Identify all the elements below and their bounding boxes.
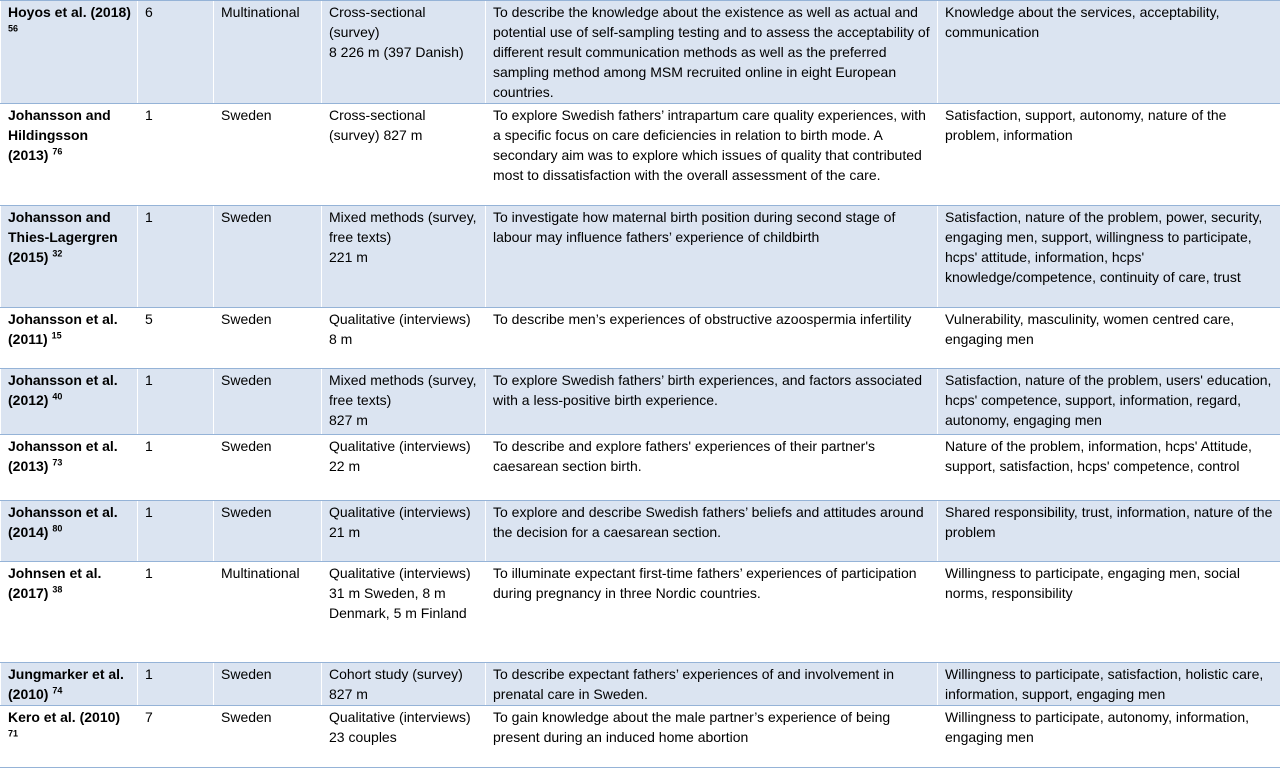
table-row bbox=[1, 435, 1280, 501]
country-cell: Sweden bbox=[214, 308, 322, 369]
aim-cell: To describe expectant fathers’ experiences of and involvement in prenatal care in Sweden. bbox=[486, 663, 938, 706]
aim-cell: To explore Swedish fathers’ intrapartum care quality experiences, with a specific focus on care deficiencies in relation to birth mode. A secondary aim was to explore which issues of quality that contributed most to dissatisfaction with the overall assessment of the care. bbox=[486, 104, 938, 206]
country-cell: Sweden bbox=[214, 501, 322, 562]
themes-cell: Satisfaction, nature of the problem, users' education, hcps' competence, support, information, regard, autonomy, engaging men bbox=[938, 369, 1280, 435]
reference-number: 73 bbox=[52, 457, 62, 467]
author-cell: Johnsen et al. (2017) $^{38}$ bbox=[1, 562, 138, 663]
table-row bbox=[1, 308, 1280, 369]
score-cell: 1 bbox=[138, 369, 214, 435]
country-cell: Sweden bbox=[214, 104, 322, 206]
aim-cell: To describe the knowledge about the existence as well as actual and potential use of self-sampling testing and to assess the acceptability of different result communication methods as well as the preferred sampling method among MSM recruited online in eight European countries. bbox=[486, 1, 938, 104]
table-row bbox=[1, 369, 1280, 435]
author-cell: Johansson and Hildingsson (2013) $^{76}$ bbox=[1, 104, 138, 206]
themes-cell: Vulnerability, masculinity, women centred care, engaging men bbox=[938, 308, 1280, 369]
score-cell: 1 bbox=[138, 206, 214, 308]
table-row bbox=[1, 501, 1280, 562]
themes-cell: Willingness to participate, engaging men, social norms, responsibility bbox=[938, 562, 1280, 663]
country-cell: Sweden bbox=[214, 706, 322, 768]
reference-number: 15 bbox=[52, 330, 62, 340]
country-cell: Sweden bbox=[214, 435, 322, 501]
score-cell: 1 bbox=[138, 501, 214, 562]
score-cell: 1 bbox=[138, 562, 214, 663]
table-row bbox=[1, 562, 1280, 663]
author-cell: Kero et al. (2010) $^{71}$ bbox=[1, 706, 138, 768]
design-cell: Qualitative (interviews) 21 m bbox=[322, 501, 486, 562]
design-cell: Cross-sectional (survey) 8 226 m (397 Danish) bbox=[322, 1, 486, 104]
country-cell: Sweden bbox=[214, 663, 322, 706]
design-cell: Qualitative (interviews) 23 couples bbox=[322, 706, 486, 768]
author-cell: Jungmarker et al. (2010) $^{74}$ bbox=[1, 663, 138, 706]
aim-cell: To describe men’s experiences of obstructive azoospermia infertility bbox=[486, 308, 938, 369]
table-row bbox=[1, 206, 1280, 308]
country-cell: Sweden bbox=[214, 369, 322, 435]
aim-cell: To investigate how maternal birth position during second stage of labour may influence fathers’ experience of childbirth bbox=[486, 206, 938, 308]
themes-cell: Knowledge about the services, acceptability, communication bbox=[938, 1, 1280, 104]
author-cell: Johansson and Thies-Lagergren (2015) $^{32}$ bbox=[1, 206, 138, 308]
table-row bbox=[1, 663, 1280, 706]
score-cell: 1 bbox=[138, 435, 214, 501]
reference-number: 76 bbox=[52, 146, 62, 156]
reference-number: 56 bbox=[8, 23, 18, 33]
country-cell: Multinational bbox=[214, 562, 322, 663]
design-cell: Qualitative (interviews) 22 m bbox=[322, 435, 486, 501]
score-cell: 1 bbox=[138, 663, 214, 706]
score-cell: 7 bbox=[138, 706, 214, 768]
aim-cell: To explore Swedish fathers’ birth experiences, and factors associated with a less-positive birth experience. bbox=[486, 369, 938, 435]
design-cell: Cross-sectional (survey) 827 m bbox=[322, 104, 486, 206]
table-row bbox=[1, 104, 1280, 206]
reference-number: 38 bbox=[52, 584, 62, 594]
author-cell: Hoyos et al. (2018) $^{56}$ bbox=[1, 1, 138, 104]
design-cell: Mixed methods (survey, free texts) 827 m bbox=[322, 369, 486, 435]
design-cell: Qualitative (interviews) 31 m Sweden, 8 m Denmark, 5 m Finland bbox=[322, 562, 486, 663]
author-cell: Johansson et al. (2011) $^{15}$ bbox=[1, 308, 138, 369]
themes-cell: Shared responsibility, trust, information, nature of the problem bbox=[938, 501, 1280, 562]
score-cell: 6 bbox=[138, 1, 214, 104]
country-cell: Multinational bbox=[214, 1, 322, 104]
country-cell: Sweden bbox=[214, 206, 322, 308]
table-row bbox=[1, 706, 1280, 768]
themes-cell: Willingness to participate, satisfaction, holistic care, information, support, engaging men bbox=[938, 663, 1280, 706]
design-cell: Qualitative (interviews) 8 m bbox=[322, 308, 486, 369]
design-cell: Cohort study (survey) 827 m bbox=[322, 663, 486, 706]
author-cell: Johansson et al. (2012) $^{40}$ bbox=[1, 369, 138, 435]
author-cell: Johansson et al. (2014) $^{80}$ bbox=[1, 501, 138, 562]
themes-cell: Willingness to participate, autonomy, information, engaging men bbox=[938, 706, 1280, 768]
reference-number: 71 bbox=[8, 728, 18, 738]
reference-number: 32 bbox=[52, 248, 62, 258]
score-cell: 1 bbox=[138, 104, 214, 206]
design-cell: Mixed methods (survey, free texts) 221 m bbox=[322, 206, 486, 308]
themes-cell: Nature of the problem, information, hcps' Attitude, support, satisfaction, hcps' competence, control bbox=[938, 435, 1280, 501]
score-cell: 5 bbox=[138, 308, 214, 369]
reference-number: 74 bbox=[52, 685, 62, 695]
aim-cell: To explore and describe Swedish fathers’ beliefs and attitudes around the decision for a caesarean section. bbox=[486, 501, 938, 562]
aim-cell: To describe and explore fathers' experiences of their partner's caesarean section birth. bbox=[486, 435, 938, 501]
table-row bbox=[1, 1, 1280, 104]
aim-cell: To gain knowledge about the male partner’s experience of being present during an induced home abortion bbox=[486, 706, 938, 768]
aim-cell: To illuminate expectant first-time fathers’ experiences of participation during pregnancy in three Nordic countries. bbox=[486, 562, 938, 663]
themes-cell: Satisfaction, nature of the problem, power, security, engaging men, support, willingness to participate, hcps' attitude, information, hcps' knowledge/competence, continuity of care, trust bbox=[938, 206, 1280, 308]
reference-number: 80 bbox=[52, 523, 62, 533]
reference-number: 40 bbox=[52, 391, 62, 401]
author-cell: Johansson et al. (2013) $^{73}$ bbox=[1, 435, 138, 501]
themes-cell: Satisfaction, support, autonomy, nature of the problem, information bbox=[938, 104, 1280, 206]
